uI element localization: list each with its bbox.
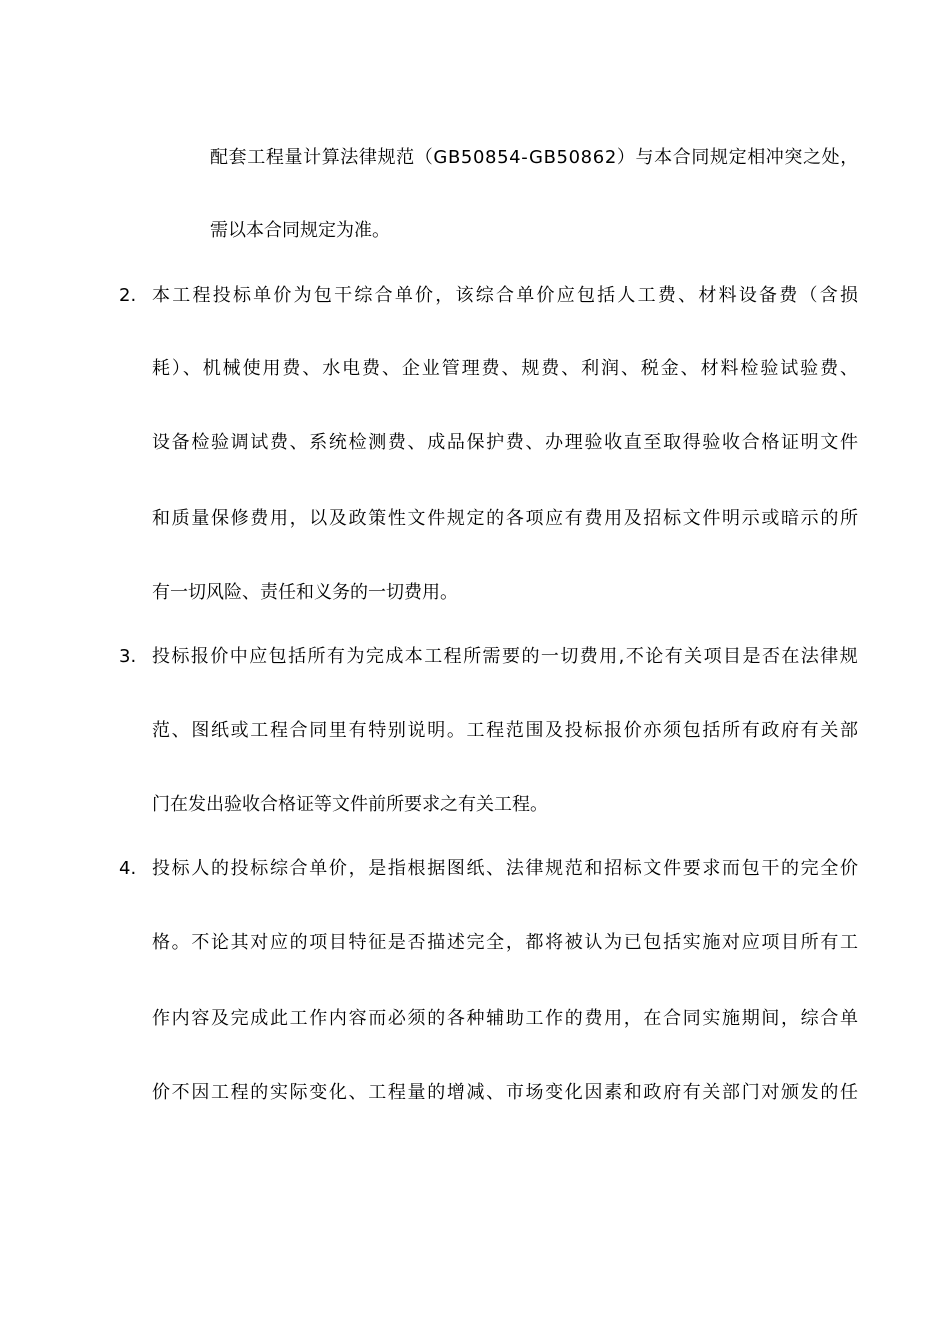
item-line: 耗）、机械使用费、水电费、企业管理费、规费、利润、税金、材料检验试验费、 [152,358,860,379]
item-line: 价不因工程的实际变化、工程量的增减、市场变化因素和政府有关部门对颁发的任 [152,1082,860,1103]
item-line: 门在发出验收合格证等文件前所要求之有关工程。 [152,794,548,815]
item-line: 设备检验调试费、系统检测费、成品保护费、办理验收直至取得验收合格证明文件 [152,432,860,453]
item-line: 本工程投标单价为包干综合单价，该综合单价应包括人工费、材料设备费（含损 [152,285,861,306]
item-line: 格。不论其对应的项目特征是否描述完全，都将被认为已包括实施对应项目所有工 [152,932,860,953]
item-number: 4. [119,858,137,879]
item-line: 范、图纸或工程合同里有特别说明。工程范围及投标报价亦须包括所有政府有关部 [152,720,860,741]
item-line: 投标人的投标综合单价，是指根据图纸、法律规范和招标文件要求而包干的完全价 [152,858,860,879]
intro-line: 需以本合同规定为准。 [210,220,390,241]
item-line: 投标报价中应包括所有为完成本工程所需要的一切费用,不论有关项目是否在法律规 [152,646,860,667]
intro-line: 配套工程量计算法律规范（GB50854-GB50862）与本合同规定相冲突之处， [210,147,859,168]
item-line: 作内容及完成此工作内容而必须的各种辅助工作的费用，在合同实施期间，综合单 [152,1008,860,1029]
item-line: 和质量保修费用，以及政策性文件规定的各项应有费用及招标文件明示或暗示的所 [152,508,860,529]
item-number: 2. [119,285,137,306]
item-line: 有一切风险、责任和义务的一切费用。 [152,582,458,603]
item-number: 3. [119,646,137,667]
